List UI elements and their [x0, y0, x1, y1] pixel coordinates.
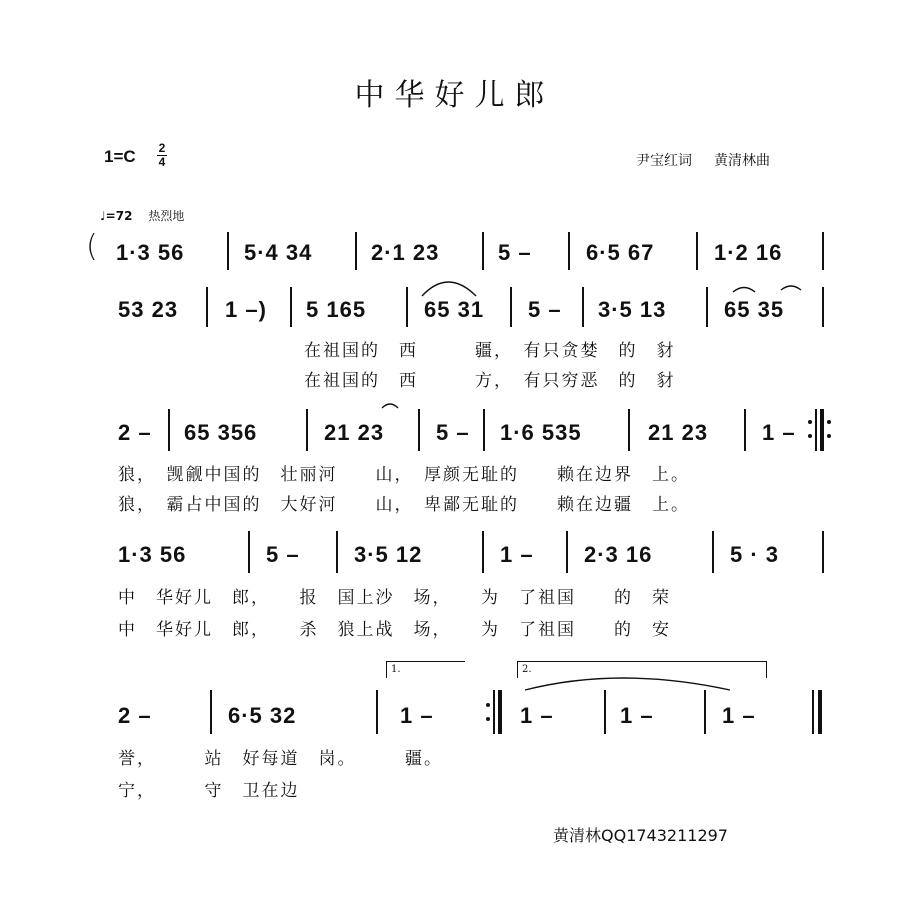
volta-number-1: 1.: [391, 664, 401, 675]
measure: 53 23: [118, 297, 179, 322]
lyrics-verse-2: 狼， 霸占中国的 大好河 山， 卑鄙无耻的 赖在边疆 上。: [118, 495, 690, 515]
measure: 1·3 56: [118, 542, 187, 567]
lyrics-verse-2: 宁， 守 卫在边: [118, 781, 300, 801]
measure: 21 23: [648, 420, 709, 445]
measure: 65 35: [724, 297, 785, 322]
measure: 5 –: [528, 297, 562, 322]
slur: [382, 404, 398, 408]
measure: 5·4 34: [244, 240, 313, 265]
meter-bottom: 4: [158, 155, 166, 169]
tie: [525, 678, 730, 690]
lyrics-verse-1: 在祖国的 西 疆， 有只贪婪 的 豺: [304, 341, 676, 361]
measure: 1 –: [520, 703, 554, 728]
measure: 3·5 12: [354, 542, 423, 567]
lyrics-verse-1: 狼， 觊觎中国的 壮丽河 山， 厚颜无耻的 赖在边界 上。: [118, 465, 690, 485]
arranger-signature: 黄清林QQ1743211297: [553, 826, 728, 845]
volta-number-2: 2.: [522, 664, 532, 675]
measure: 5 –: [498, 240, 532, 265]
measure: 1 –): [225, 297, 267, 322]
lyricist: 尹宝红词: [636, 153, 692, 169]
measure: 5 165: [306, 297, 367, 322]
measure: 21 23: [324, 420, 385, 445]
measure: 1 –: [722, 703, 756, 728]
measure: 5 –: [266, 542, 300, 567]
measure: 1·2 16: [714, 240, 783, 265]
lyrics-verse-1: 誉， 站 好每道 岗。 疆。: [118, 749, 443, 769]
measure: 2 –: [118, 703, 152, 728]
expression-mark: 热烈地: [148, 209, 185, 223]
measure: 1·3 56: [116, 240, 185, 265]
lyrics-verse-2: 中 华好儿 郎， 杀 狼上战 场， 为 了祖国 的 安: [118, 620, 671, 640]
slur: [422, 282, 476, 296]
measure: 2 –: [118, 420, 152, 445]
measure: 1 –: [500, 542, 534, 567]
measure: 3·5 13: [598, 297, 667, 322]
measure: 1 –: [620, 703, 654, 728]
intro-open-paren: (: [86, 229, 98, 264]
measure: 65 31: [424, 297, 485, 322]
slur: [781, 286, 801, 290]
measure: 1 –: [762, 420, 796, 445]
measure: 1·6 535: [500, 420, 582, 445]
meter-top: 2: [158, 141, 166, 155]
lyrics-verse-2: 在祖国的 西 方， 有只穷恶 的 豺: [304, 371, 676, 391]
measure: 6·5 67: [586, 240, 655, 265]
song-title: 中华好儿郎: [354, 78, 555, 113]
measure: 65 356: [184, 420, 258, 445]
slur: [733, 288, 755, 293]
measure: 1 –: [400, 703, 434, 728]
composer: 黄清林曲: [714, 153, 770, 169]
lyrics-verse-1: 中 华好儿 郎， 报 国上沙 场， 为 了祖国 的 荣: [118, 588, 671, 608]
measure: 2·1 23: [371, 240, 440, 265]
measure: 5 –: [436, 420, 470, 445]
key-signature: 1=C: [104, 147, 136, 166]
measure: 6·5 32: [228, 703, 297, 728]
measure: 5 · 3: [730, 542, 780, 567]
measure: 2·3 16: [584, 542, 653, 567]
tempo-mark: ♩=72: [100, 209, 133, 223]
